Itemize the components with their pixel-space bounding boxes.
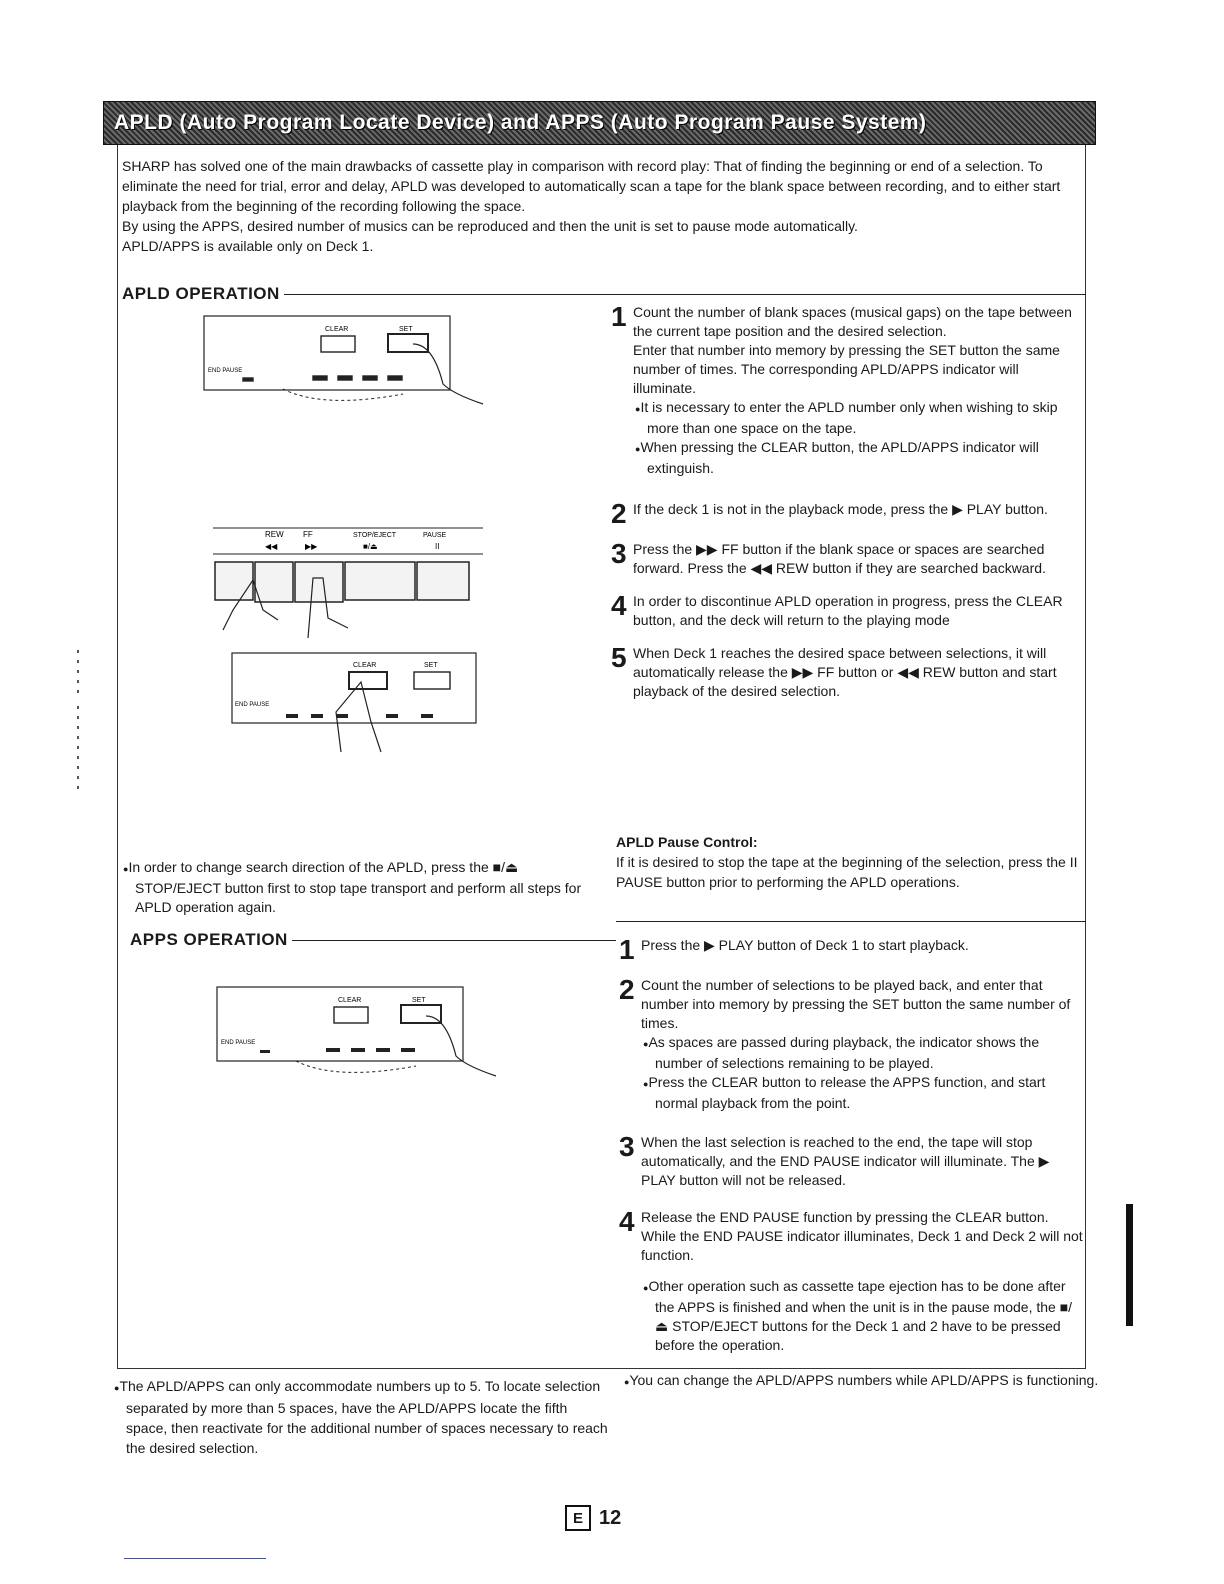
clear-label: CLEAR bbox=[338, 997, 362, 1004]
step-text: Count the number of selections to be played back, and enter that number into memory by pressing the SET button the same number of times. bbox=[641, 977, 1071, 1031]
ff-button[interactable] bbox=[295, 562, 343, 602]
set-label: SET bbox=[412, 997, 426, 1004]
apld-step bbox=[611, 540, 1081, 578]
step-text: Release the END PAUSE function by pressing the CLEAR button. While the END PAUSE indicator illuminates, Deck 1 and Deck 2 will not function. bbox=[641, 1209, 1083, 1263]
ff-icon: ▶▶ bbox=[305, 542, 318, 551]
pause-control-text: If it is desired to stop the tape at the beginning of the selection, press the II PAUSE button prior to performing the APLD operations. bbox=[616, 854, 1078, 890]
page-number-text: 12 bbox=[599, 1506, 622, 1529]
intro bbox=[122, 156, 1077, 256]
apps-step bbox=[619, 976, 1083, 1113]
pause-button[interactable] bbox=[417, 562, 469, 600]
set-label: SET bbox=[399, 326, 413, 333]
clear-button[interactable] bbox=[349, 672, 387, 689]
step-text: Count the number of blank spaces (musical gaps) on the tape between the current tape position and the desired selection. bbox=[633, 304, 1072, 339]
step-bullet: ● When pressing the CLEAR button, the APLD/APPS indicator will extinguish. bbox=[633, 438, 1081, 478]
apps-panel-figure bbox=[216, 986, 516, 1086]
apps-step bbox=[619, 1208, 1083, 1355]
margin-marks bbox=[77, 706, 79, 792]
step-bullet: ● Press the CLEAR button to release the APPS function, and start normal playback from the point. bbox=[641, 1073, 1083, 1113]
step-text: Press the ▶▶ FF button if the blank space or spaces are searched forward. Press the ◀◀ REW button if they are searched backward. bbox=[633, 541, 1046, 576]
apld-step bbox=[611, 303, 1081, 478]
clear-label: CLEAR bbox=[325, 326, 349, 333]
step-text: Press the ▶ PLAY button of Deck 1 to start playback. bbox=[641, 937, 969, 953]
pause-control-heading: APLD Pause Control: bbox=[616, 834, 758, 850]
clear-button[interactable] bbox=[321, 336, 355, 352]
rew-button[interactable] bbox=[255, 562, 293, 602]
link-underline bbox=[124, 1558, 266, 1559]
page-title bbox=[103, 101, 1096, 145]
apps-heading-text: APPS OPERATION bbox=[130, 930, 288, 949]
footer-note-right: ● You can change the APLD/APPS numbers while APLD/APPS is functioning. bbox=[622, 1370, 1128, 1392]
apld-step bbox=[611, 592, 1081, 630]
footer-note-left: ● The APLD/APPS can only accommodate numbers up to 5. To locate selection separated by more than 5 spaces, have the APLD/APPS locate the fifth space, then reactivate for the additional number of spaces necessary to reach the desired selection. bbox=[112, 1376, 612, 1458]
transport-figure bbox=[213, 520, 493, 645]
play-button[interactable] bbox=[215, 562, 253, 600]
language-badge: E bbox=[565, 1505, 591, 1531]
apld-heading bbox=[122, 284, 1086, 304]
step-bullet: ● It is necessary to enter the APLD number only when wishing to skip more than one space on the tape. bbox=[633, 398, 1081, 438]
title-text: APLD (Auto Program Locate Device) and APPS (Auto Program Pause System) bbox=[114, 111, 927, 134]
intro-paragraph: APLD/APPS is available only on Deck 1. bbox=[122, 238, 374, 254]
step-number: 2 bbox=[611, 498, 627, 529]
stop-eject-button[interactable] bbox=[345, 562, 415, 600]
apld-pause-control bbox=[616, 832, 1086, 892]
apps-steps bbox=[619, 936, 1083, 1369]
clear-press-figure bbox=[231, 652, 481, 762]
end-pause-label: END PAUSE bbox=[221, 1040, 256, 1046]
step-text: If the deck 1 is not in the playback mode, press the ▶ PLAY button. bbox=[633, 501, 1048, 517]
margin-marks bbox=[77, 650, 79, 698]
rew-label: REW bbox=[265, 530, 284, 539]
end-pause-label: END PAUSE bbox=[208, 368, 243, 374]
end-pause-label: END PAUSE bbox=[235, 702, 270, 708]
step-number: 1 bbox=[619, 934, 635, 965]
step-text: Enter that number into memory by pressing the SET button the same number of times. The corresponding APLD/APPS indicator will illuminate. bbox=[633, 342, 1060, 396]
pause-icon: II bbox=[435, 542, 440, 551]
step-text: When Deck 1 reaches the desired space between selections, it will automatically release the ▶▶ FF button or ◀◀ REW button and start playback of the desired selection. bbox=[633, 645, 1057, 699]
set-label: SET bbox=[424, 662, 438, 669]
step-number: 4 bbox=[611, 590, 627, 621]
intro-paragraph: SHARP has solved one of the main drawbacks of cassette play in comparison with record play: That of finding the beginning or end of a selection. To eliminate the need for trial, error and delay, APLD was developed to automatically scan a tape for the blank space between recording, and to either start playback from the beginning of the recording following the space. bbox=[122, 158, 1061, 214]
apld-direction-note: ● In order to change search direction of the APLD, press the ■/⏏ STOP/EJECT button first to stop tape transport and perform all steps for APLD operation again. bbox=[121, 858, 595, 917]
step-bullet: ● As spaces are passed during playback, the indicator shows the number of selections remaining to be played. bbox=[641, 1033, 1083, 1073]
ff-label: FF bbox=[303, 530, 313, 539]
page-number bbox=[565, 1505, 621, 1531]
apld-step bbox=[611, 498, 1081, 529]
step-text: When the last selection is reached to the end, the tape will stop automatically, and the END PAUSE indicator will illuminate. The ▶ PLAY button will not be released. bbox=[641, 1134, 1050, 1188]
step-number: 3 bbox=[619, 1131, 635, 1162]
apld-step bbox=[611, 644, 1081, 701]
clear-button[interactable] bbox=[334, 1007, 368, 1023]
apps-step bbox=[619, 1133, 1083, 1190]
apps-step bbox=[619, 934, 1083, 965]
set-button[interactable] bbox=[388, 334, 428, 352]
hand-icon bbox=[426, 1016, 496, 1076]
side-tab-marker bbox=[1126, 1204, 1133, 1326]
apld-heading-text: APLD OPERATION bbox=[122, 284, 280, 303]
set-button[interactable] bbox=[414, 672, 450, 689]
step-number: 5 bbox=[611, 642, 627, 673]
step-text: In order to discontinue APLD operation in progress, press the CLEAR button, and the deck will return to the playing mode bbox=[633, 593, 1063, 628]
clear-label: CLEAR bbox=[353, 662, 377, 669]
divider bbox=[616, 921, 1086, 922]
step-number: 3 bbox=[611, 538, 627, 569]
step-bullet: ● Other operation such as cassette tape ejection has to be done after the APPS is finished and when the unit is in the pause mode, the ■/⏏ STOP/EJECT buttons for the Deck 1 and 2 have to be pressed before the operation. bbox=[641, 1277, 1083, 1355]
apps-heading bbox=[130, 930, 616, 950]
rew-icon: ◀◀ bbox=[265, 542, 278, 551]
stop-eject-label: STOP/EJECT bbox=[353, 532, 397, 539]
pause-label: PAUSE bbox=[423, 532, 447, 539]
stop-eject-icon: ■/⏏ bbox=[363, 542, 378, 551]
apld-steps bbox=[611, 303, 1081, 715]
step-number: 2 bbox=[619, 974, 635, 1005]
step-number: 1 bbox=[611, 301, 627, 332]
step-number: 4 bbox=[619, 1206, 635, 1237]
set-button[interactable] bbox=[401, 1005, 441, 1023]
intro-paragraph: By using the APPS, desired number of musics can be reproduced and then the unit is set to pause mode automatically. bbox=[122, 218, 858, 234]
apld-panel-figure bbox=[203, 314, 503, 414]
